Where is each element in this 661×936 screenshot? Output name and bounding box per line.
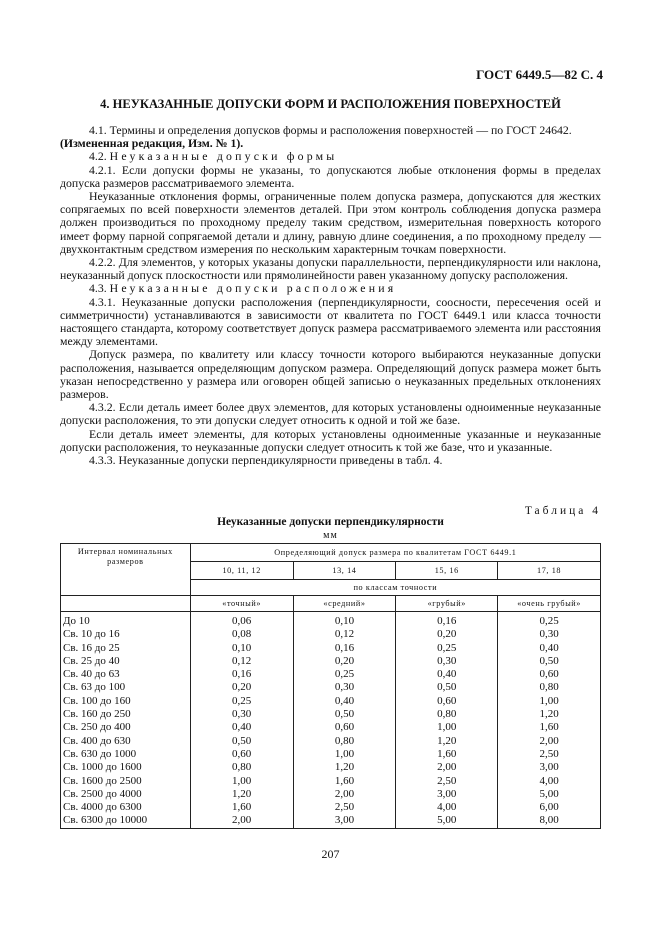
qualitet-header: 13, 14 xyxy=(293,562,396,580)
tolerance-cell: 4,00 xyxy=(498,775,601,788)
qualitet-header: 15, 16 xyxy=(396,562,498,580)
qualitet-header: 17, 18 xyxy=(498,562,601,580)
tolerance-cell: 0,50 xyxy=(498,655,601,668)
paragraph-4-1-text: 4.1. Термины и определения допусков формы и расположения поверхностей — по ГОСТ 24642. xyxy=(89,123,572,137)
amendment-note: (Измененная редакция, Изм. № 1). xyxy=(60,136,244,151)
tolerance-cell: 0,80 xyxy=(190,761,293,774)
class-name: «грубый» xyxy=(396,596,498,612)
tolerance-cell: 1,00 xyxy=(396,721,498,734)
interval-cell: Св. 2500 до 4000 xyxy=(61,788,191,801)
tolerance-cell: 1,60 xyxy=(498,721,601,734)
interval-cell: Св. 250 до 400 xyxy=(61,721,191,734)
subsection-4-2-title: Неуказанные допуски формы xyxy=(109,149,338,164)
tolerance-cell: 0,16 xyxy=(396,612,498,629)
tolerance-cell: 1,00 xyxy=(190,775,293,788)
subsection-4-3-heading xyxy=(60,282,601,295)
interval-cell: Св. 40 до 63 xyxy=(61,668,191,681)
table-row xyxy=(61,681,601,694)
tolerance-cell: 0,30 xyxy=(498,628,601,641)
class-name: «средний» xyxy=(293,596,396,612)
table-row xyxy=(61,628,601,641)
qualitet-header: 10, 11, 12 xyxy=(190,562,293,580)
tolerance-cell: 1,60 xyxy=(396,748,498,761)
tolerance-cell: 0,10 xyxy=(190,642,293,655)
interval-cell: Св. 630 до 1000 xyxy=(61,748,191,761)
tolerance-cell: 1,00 xyxy=(498,695,601,708)
column-header-interval: Интервал номинальных размеров xyxy=(61,544,191,596)
tolerance-cell: 0,30 xyxy=(293,681,396,694)
tolerance-cell: 0,50 xyxy=(396,681,498,694)
subsection-4-3-number: 4.3. xyxy=(89,281,107,296)
tolerance-cell: 6,00 xyxy=(498,801,601,814)
class-header: по классам точности xyxy=(190,580,600,596)
tolerance-cell: 0,50 xyxy=(293,708,396,721)
tolerance-cell: 0,40 xyxy=(190,721,293,734)
tolerance-cell: 0,80 xyxy=(396,708,498,721)
section-title: 4. НЕУКАЗАННЫЕ ДОПУСКИ ФОРМ И РАСПОЛОЖЕНИЯ ПОВЕРХНОСТЕЙ xyxy=(100,97,561,111)
interval-cell: Св. 100 до 160 xyxy=(61,695,191,708)
tolerance-cell: 0,80 xyxy=(498,681,601,694)
tolerance-cell: 0,25 xyxy=(190,695,293,708)
tolerance-cell: 0,40 xyxy=(293,695,396,708)
table-row xyxy=(61,668,601,681)
tolerance-cell: 3,00 xyxy=(498,761,601,774)
table-row xyxy=(61,788,601,801)
interval-cell: Св. 4000 до 6300 xyxy=(61,801,191,814)
subsection-4-3-title: Неуказанные допуски расположения xyxy=(109,281,397,296)
tolerance-cell: 2,00 xyxy=(396,761,498,774)
tolerance-cell: 0,20 xyxy=(293,655,396,668)
tolerance-cell: 2,00 xyxy=(498,735,601,748)
tolerance-cell: 0,60 xyxy=(293,721,396,734)
paragraph-4-2-1b: Неуказанные отклонения формы, ограниченные полем допуска размера, допускаются для жестких сопрягаемых по всей поверхности элементов деталей. При этом контроль соблюдения допуска размера должен производиться по проходному пределу таким средством, измерительная поверхность которого имеет форму парной сопрягаемой детали и длину, равную длине соединения, а по проходному пределу — двухконтактным средством измерения по нескольким характерным точкам поверхности. xyxy=(60,189,601,256)
tolerance-cell: 0,40 xyxy=(498,642,601,655)
table-row xyxy=(61,761,601,774)
class-name: «точный» xyxy=(190,596,293,612)
paragraph-4-2-1: 4.2.1. Если допуски формы не указаны, то допускаются любые отклонения формы в пределах допуска размеров рассматриваемого элемента. xyxy=(60,162,601,190)
tolerance-cell: 2,00 xyxy=(190,814,293,828)
subsection-4-2-heading xyxy=(60,150,601,163)
paragraph-4-3-2b: Если деталь имеет элементы, для которых установлены одноименные указанные и неуказанные допуски расположения, то неуказанные допуски следует относить к той же базе, что и указанные. xyxy=(60,426,601,454)
tolerance-cell: 0,08 xyxy=(190,628,293,641)
tolerance-cell: 2,50 xyxy=(498,748,601,761)
tolerance-cell: 2,50 xyxy=(396,775,498,788)
tolerance-cell: 0,16 xyxy=(293,642,396,655)
table-row xyxy=(61,801,601,814)
paragraph-4-3-1: 4.3.1. Неуказанные допуски расположения (перпендикулярности, соосности, пересечения осей и симметричности) устанавливаются в зависимости от квалитета по ГОСТ 6449.1 или класса точности настоящего стандарта, которому соответствует допуск размера рассматриваемого элемента или расстояния между элементами. xyxy=(60,294,601,349)
paragraph-4-3-3: 4.3.3. Неуказанные допуски перпендикулярности приведены в табл. 4. xyxy=(89,453,443,468)
class-name: «очень грубый» xyxy=(498,596,601,612)
tolerance-cell: 1,60 xyxy=(293,775,396,788)
tolerance-cell: 1,00 xyxy=(293,748,396,761)
interval-cell: Св. 400 до 630 xyxy=(61,735,191,748)
tolerance-cell: 5,00 xyxy=(498,788,601,801)
table-row xyxy=(61,748,601,761)
tolerance-cell: 1,60 xyxy=(190,801,293,814)
paragraph-4-3-1b: Допуск размера, по квалитету или классу точности которого выбираются неуказанные допуски расположения, называется определяющим допуском размера. Определяющий допуск размера может быть указан непосредственно у размера или оговорен общей записью о неуказанных предельных отклонениях размеров. xyxy=(60,347,601,402)
table-caption: Таблица 4 xyxy=(524,505,601,517)
tolerance-cell: 0,25 xyxy=(396,642,498,655)
tolerance-cell: 3,00 xyxy=(396,788,498,801)
tolerance-cell: 0,06 xyxy=(190,612,293,629)
tolerance-cell: 0,30 xyxy=(190,708,293,721)
interval-cell: Св. 25 до 40 xyxy=(61,655,191,668)
interval-cell: Св. 16 до 25 xyxy=(61,642,191,655)
tolerance-cell: 0,60 xyxy=(190,748,293,761)
tolerance-cell: 0,50 xyxy=(190,735,293,748)
tolerance-table xyxy=(60,543,601,829)
subsection-4-2-number: 4.2. xyxy=(89,149,107,164)
page-number: 207 xyxy=(321,847,340,861)
interval-cell: Св. 10 до 16 xyxy=(61,628,191,641)
table-row xyxy=(61,814,601,828)
table-body xyxy=(61,612,601,829)
page-header: ГОСТ 6449.5—82 С. 4 xyxy=(476,67,603,82)
table-title: Неуказанные допуски перпендикулярности xyxy=(217,516,444,528)
tolerance-cell: 0,60 xyxy=(498,668,601,681)
interval-cell: Св. 160 до 250 xyxy=(61,708,191,721)
table-row xyxy=(61,655,601,668)
body-text xyxy=(60,124,601,467)
tolerance-cell: 0,40 xyxy=(396,668,498,681)
tolerance-cell: 4,00 xyxy=(396,801,498,814)
table-row xyxy=(61,612,601,629)
tolerance-cell: 0,10 xyxy=(293,612,396,629)
tolerance-cell: 0,60 xyxy=(396,695,498,708)
paragraph-4-3-2: 4.3.2. Если деталь имеет более двух элементов, для которых установлены одноименные неуказанные допуски расположения, то эти допуски следует относить к одной и той же базе. xyxy=(60,400,601,428)
table-unit: мм xyxy=(323,530,338,541)
class-header-spacer xyxy=(61,596,191,612)
table-row xyxy=(61,775,601,788)
tolerance-cell: 0,12 xyxy=(293,628,396,641)
tolerance-cell: 2,50 xyxy=(293,801,396,814)
paragraph-4-1 xyxy=(60,124,601,150)
tolerance-cell: 0,12 xyxy=(190,655,293,668)
tolerance-cell: 1,20 xyxy=(293,761,396,774)
tolerance-cell: 0,80 xyxy=(293,735,396,748)
interval-cell: До 10 xyxy=(61,612,191,629)
tolerance-cell: 1,20 xyxy=(396,735,498,748)
tolerance-cell: 0,20 xyxy=(190,681,293,694)
tolerance-cell: 1,20 xyxy=(190,788,293,801)
tolerance-cell: 8,00 xyxy=(498,814,601,828)
table-row xyxy=(61,708,601,721)
tolerance-cell: 0,25 xyxy=(498,612,601,629)
tolerance-cell: 0,16 xyxy=(190,668,293,681)
tolerance-cell: 5,00 xyxy=(396,814,498,828)
interval-cell: Св. 6300 до 10000 xyxy=(61,814,191,828)
tolerance-cell: 0,20 xyxy=(396,628,498,641)
tolerance-cell: 0,30 xyxy=(396,655,498,668)
paragraph-4-2-2: 4.2.2. Для элементов, у которых указаны допуски параллельности, перпендикулярности или наклона, неуказанный допуск плоскостности или прямолинейности равен указанному допуску расположения. xyxy=(60,255,601,283)
table-row xyxy=(61,721,601,734)
table-row xyxy=(61,735,601,748)
column-header-group: Определяющий допуск размера по квалитетам ГОСТ 6449.1 xyxy=(190,544,600,562)
table-row xyxy=(61,695,601,708)
interval-cell: Св. 1000 до 1600 xyxy=(61,761,191,774)
interval-cell: Св. 1600 до 2500 xyxy=(61,775,191,788)
tolerance-cell: 1,20 xyxy=(498,708,601,721)
interval-cell: Св. 63 до 100 xyxy=(61,681,191,694)
tolerance-cell: 3,00 xyxy=(293,814,396,828)
tolerance-cell: 2,00 xyxy=(293,788,396,801)
tolerance-cell: 0,25 xyxy=(293,668,396,681)
table-row xyxy=(61,642,601,655)
